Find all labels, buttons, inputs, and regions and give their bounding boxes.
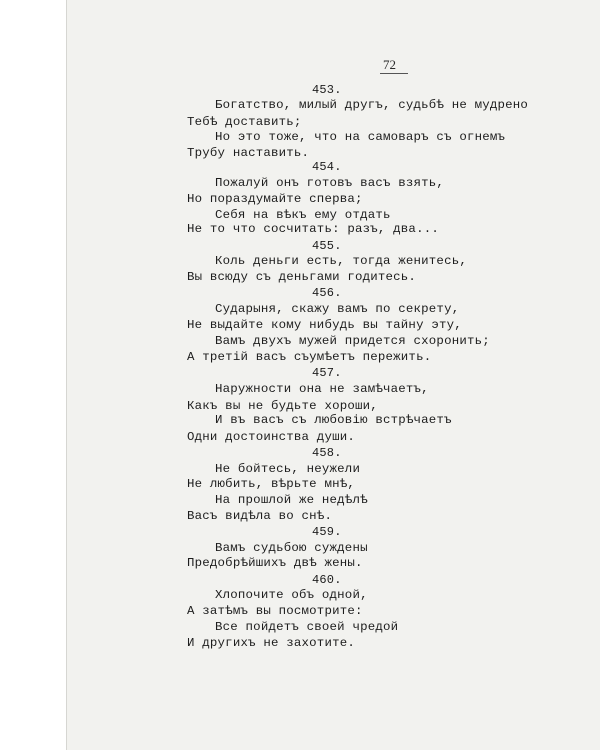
verse-line: Пожалуй онъ готовъ васъ взять, (215, 176, 445, 190)
verse-line: Вамъ двухъ мужей придется схоронить; (215, 334, 490, 348)
verse-line: Не выдайте кому нибудь вы тайну эту, (187, 318, 462, 332)
verse-number: 459. (312, 525, 342, 539)
verse-line: Все пойдетъ своей чредой (215, 620, 399, 634)
verse-line: Предобрѣйшихъ двѣ жены. (187, 556, 363, 570)
verse-line: Вамъ судьбою суждены (215, 541, 368, 555)
page-number: 72 (383, 57, 396, 72)
book-page (66, 0, 600, 750)
verse-number: 457. (312, 366, 342, 380)
verse-line: На прошлой же недѣлѣ (215, 493, 368, 507)
verse-line: Васъ видѣла во снѣ. (187, 509, 333, 523)
verse-line: И другихъ не захотите. (187, 636, 355, 650)
verse-line: Богатство, милый другъ, судьбѣ не мудрено (215, 98, 529, 112)
verse-line: Не бойтесь, неужели (215, 462, 361, 476)
verse-line: Коль деньги есть, тогда женитесь, (215, 254, 467, 268)
verse-number: 456. (312, 286, 342, 300)
verse-line: Наружности она не замѣчаетъ, (215, 382, 429, 396)
verse-line: Но пораздумайте сперва; (187, 192, 363, 206)
verse-line: Не то что сосчитать: разъ, два... (187, 222, 439, 236)
verse-line: А затѣмъ вы посмотрите: (187, 604, 363, 618)
verse-line: Хлопочите объ одной, (215, 588, 368, 602)
verse-number: 453. (312, 83, 342, 97)
verse-line: А третій васъ съумѣетъ пережить. (187, 350, 432, 364)
verse-line: Но это тоже, что на самоваръ съ огнемъ (215, 130, 506, 144)
verse-line: Одни достоинства души. (187, 430, 355, 444)
page-number-rule (380, 73, 408, 74)
verse-line: Какъ вы не будьте хороши, (187, 399, 378, 413)
verse-line: Себя на вѣкъ ему отдать (215, 208, 391, 222)
verse-line: Вы всюду съ деньгами годитесь. (187, 270, 417, 284)
verse-number: 455. (312, 239, 342, 253)
verse-line: И въ васъ съ любовію встрѣчаетъ (215, 413, 452, 427)
verse-line: Сударыня, скажу вамъ по секрету, (215, 302, 460, 316)
verse-line: Тебѣ доставить; (187, 115, 302, 129)
verse-number: 458. (312, 446, 342, 460)
verse-number: 460. (312, 573, 342, 587)
verse-line: Трубу наставить. (187, 146, 310, 160)
verse-line: Не любить, вѣрьте мнѣ, (187, 477, 355, 491)
verse-number: 454. (312, 160, 342, 174)
